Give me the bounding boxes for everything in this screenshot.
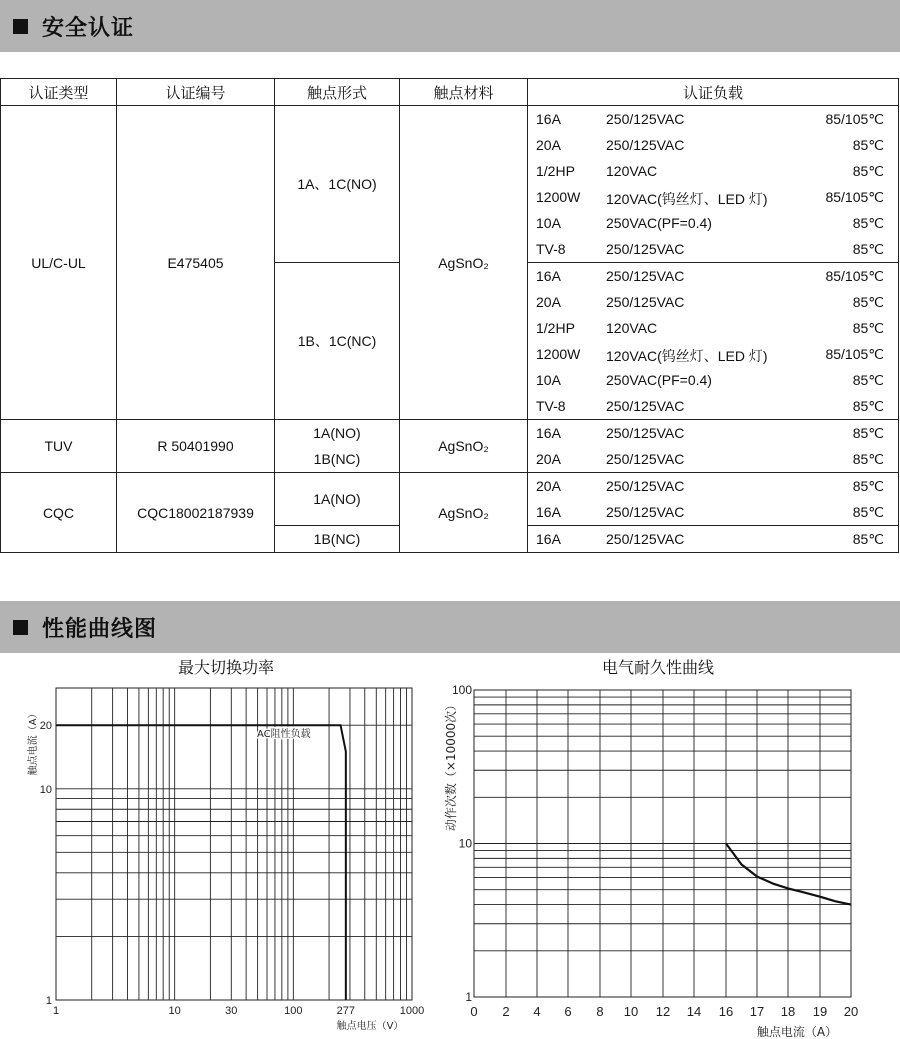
load-current: 10A [536,215,561,231]
load-temperature: 85℃ [852,215,884,231]
x-tick-label: 2 [502,1004,510,1019]
load-voltage: 250/125VAC [606,398,685,414]
y-tick-label: 100 [451,683,472,697]
y-tick-label: 10 [458,836,472,851]
load-temperature: 85℃ [852,425,884,441]
y-tick-label: 1 [465,990,472,1004]
y-axis-label: 动作次数（×10000次） [444,698,458,832]
section-title: 性能曲线图 [42,616,158,642]
load-current: 20A [536,478,561,494]
chart2-title: 电气耐久性曲线 [602,658,715,677]
load-temperature: 85℃ [852,478,884,494]
x-tick-label: 16 [718,1004,734,1019]
load-current: 16A [536,531,561,547]
durability-curve [726,844,851,905]
load-temperature: 85℃ [852,294,884,310]
x-tick-label: 14 [686,1004,702,1019]
y-axis-label: 触点电流（A） [28,708,39,776]
plot-frame [56,688,412,1000]
load-voltage: 120VAC [606,320,658,336]
load-current: 16A [536,111,561,127]
load-current: TV-8 [536,241,566,257]
section-title: 安全认证 [42,15,135,41]
load-voltage: 250/125VAC [606,478,685,494]
load-temperature: 85/105℃ [825,111,884,127]
col-header: 触点形式 [275,79,400,106]
x-tick-label: 17 [749,1004,765,1019]
x-tick-label: 1 [52,1005,60,1017]
x-axis-label: 触点电压（V） [336,1021,404,1032]
x-tick-label: 100 [284,1005,303,1017]
contact-material-cell: AgSnO₂ [400,473,528,553]
load-voltage: 120VAC(钨丝灯、LED 灯) [606,191,768,207]
load-temperature: 85℃ [852,241,884,257]
x-tick-label: 10 [623,1004,639,1019]
load-temperature: 85℃ [852,320,884,336]
cert-number-cell: R 50401990 [117,420,275,473]
load-current: 1200W [536,189,581,205]
y-tick-label: 1 [45,995,52,1007]
x-tick-label: 0 [470,1004,478,1019]
load-temperature: 85/105℃ [825,268,884,284]
load-current: 16A [536,425,561,441]
load-temperature: 85℃ [852,504,884,520]
x-tick-label: 8 [596,1004,604,1019]
load-voltage: 250/125VAC [606,451,685,467]
col-header: 认证类型 [1,79,117,106]
load-voltage: 250/125VAC [606,504,685,520]
load-voltage: 250/125VAC [606,425,685,441]
curve-annotation: AC阻性负载 [257,729,311,740]
col-header: 认证编号 [117,79,275,106]
load-voltage: 120VAC(钨丝灯、LED 灯) [606,348,768,364]
col-header: 认证负载 [528,79,899,106]
load-temperature: 85℃ [852,163,884,179]
x-axis-label: 触点电流（A） [756,1025,838,1039]
contact-form-cell: 1B、1C(NC) [275,263,400,420]
load-temperature: 85℃ [852,372,884,388]
load-current: 20A [536,294,561,310]
y-tick-label: 10 [39,783,52,796]
load-current: 1/2HP [536,163,575,179]
cert-type-cell: UL/C-UL [1,106,117,420]
chart1-title: 最大切换功率 [178,658,275,677]
x-tick-label: 12 [655,1004,671,1019]
load-voltage: 250/125VAC [606,294,685,310]
x-tick-label: 6 [564,1004,572,1019]
x-tick-label: 1000 [399,1005,425,1017]
x-tick-label: 18 [780,1004,796,1019]
load-current: TV-8 [536,398,566,414]
contact-form-cell: 1A、1C(NO) [275,106,400,263]
load-temperature: 85/105℃ [825,346,884,362]
load-current: 1200W [536,346,581,362]
load-voltage: 250/125VAC [606,268,685,284]
load-voltage: 250/125VAC [606,531,685,547]
load-voltage: 250VAC(PF=0.4) [606,215,712,231]
col-header: 触点材料 [400,79,528,106]
x-tick-label: 19 [812,1004,828,1019]
contact-form-text: 1A(NO) [313,425,361,441]
x-tick-label: 20 [843,1004,859,1019]
load-current: 1/2HP [536,320,575,336]
cert-number-cell: CQC18002187939 [117,473,275,553]
load-current: 10A [536,372,561,388]
x-tick-label: 277 [336,1005,356,1017]
load-temperature: 85℃ [852,398,884,414]
contact-material-cell: AgSnO₂ [400,420,528,473]
power-limit-line [56,725,346,1000]
cert-type-cell: TUV [1,420,117,473]
contact-material-cell: AgSnO₂ [400,106,528,420]
load-current: 16A [536,268,561,284]
y-tick-label: 20 [39,720,52,733]
cert-number-cell: E475405 [117,106,275,420]
load-voltage: 250VAC(PF=0.4) [606,372,712,388]
load-temperature: 85℃ [852,451,884,467]
load-temperature: 85℃ [852,137,884,153]
x-tick-label: 30 [225,1005,238,1017]
contact-form-cell: 1A(NO) [275,473,400,526]
x-tick-label: 4 [533,1004,541,1019]
load-voltage: 250/125VAC [606,241,685,257]
x-tick-label: 10 [168,1005,181,1017]
load-current: 16A [536,504,561,520]
load-voltage: 250/125VAC [606,137,685,153]
load-current: 20A [536,137,561,153]
load-voltage: 120VAC [606,163,658,179]
contact-form-cell: 1B(NC) [275,526,400,553]
load-temperature: 85/105℃ [825,189,884,205]
contact-form-text: 1B(NC) [313,451,361,467]
load-current: 20A [536,451,561,467]
load-voltage: 250/125VAC [606,111,685,127]
load-temperature: 85℃ [852,531,884,547]
cert-type-cell: CQC [1,473,117,553]
